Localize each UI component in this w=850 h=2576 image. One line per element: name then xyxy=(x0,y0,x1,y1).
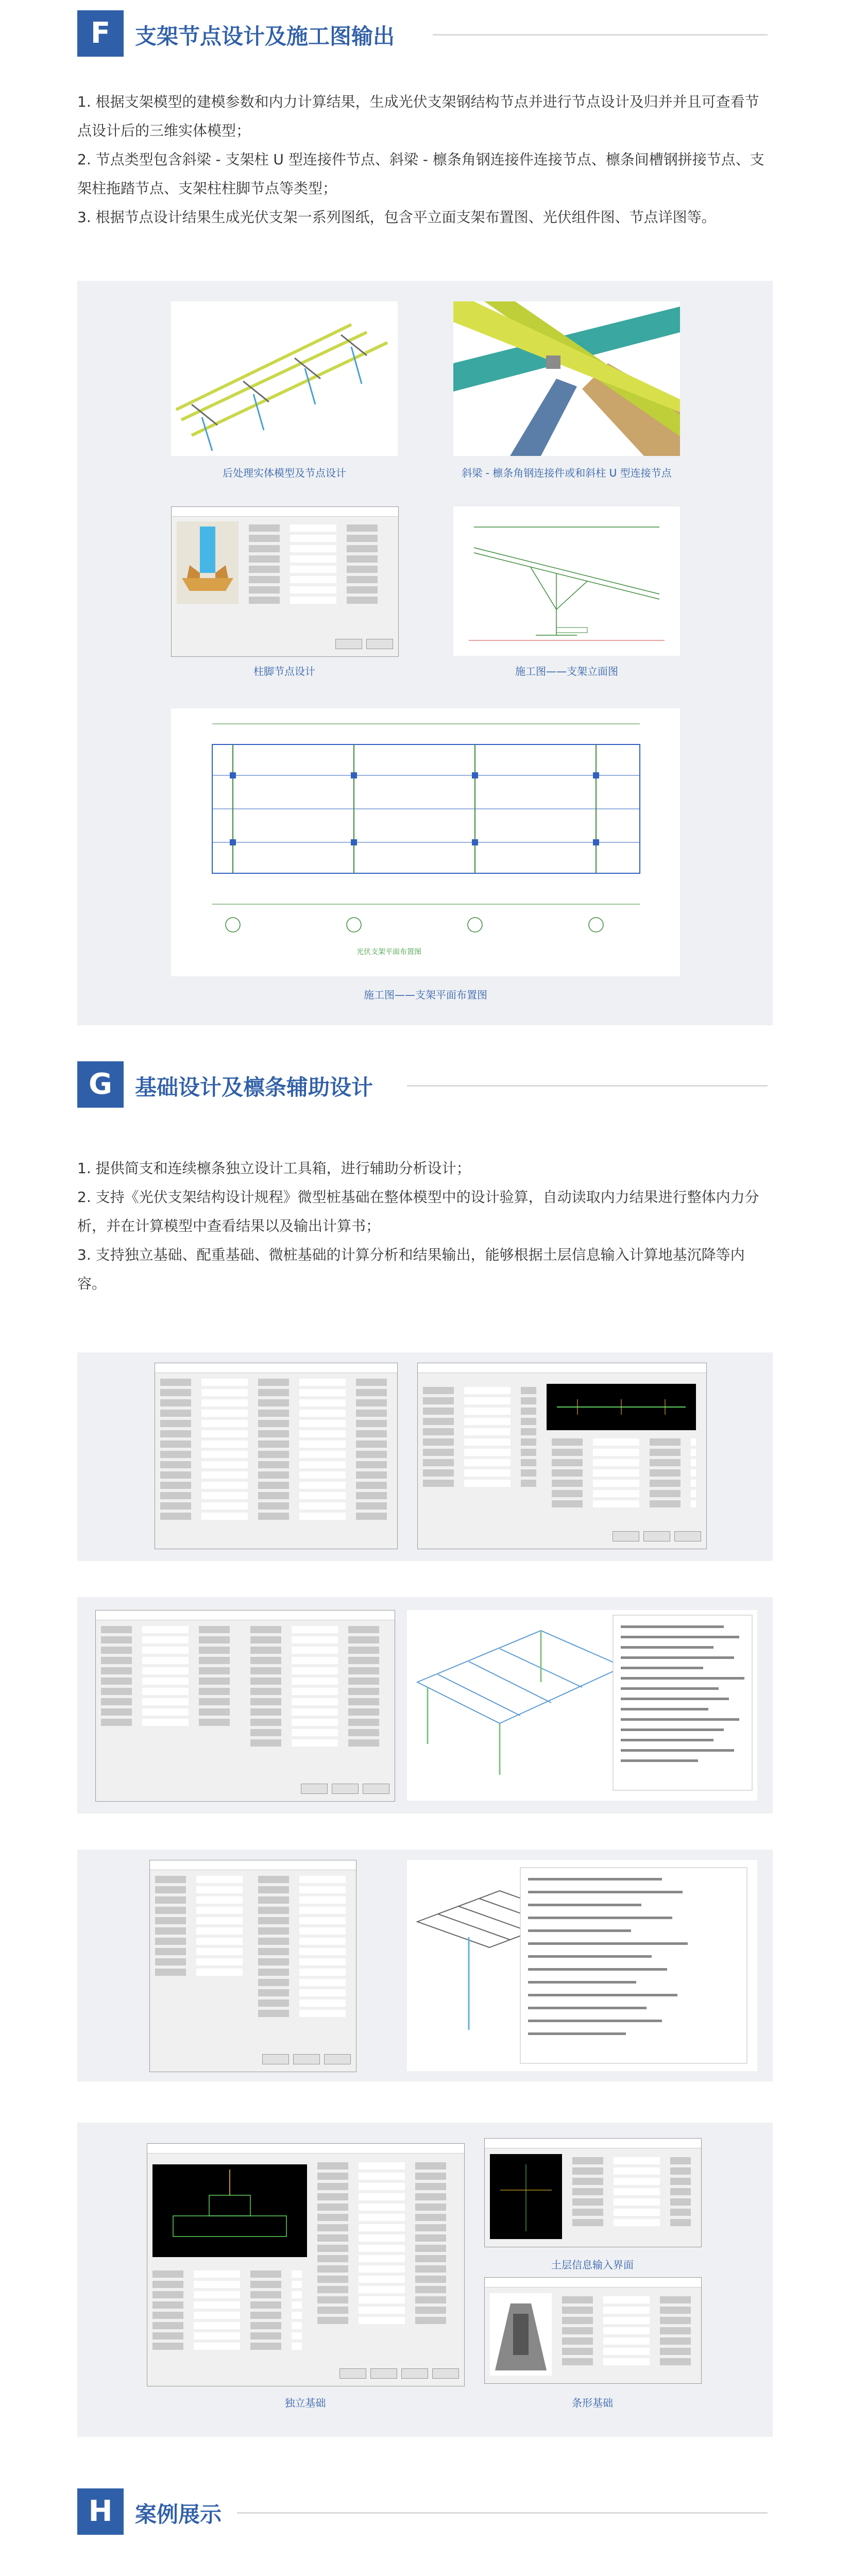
column-base-dialog-image xyxy=(171,506,399,657)
plan-layout-drawing-image xyxy=(171,708,680,976)
foundation-panel xyxy=(77,2123,773,2437)
caption-elevation: 施工图——支架立面图 xyxy=(515,665,618,677)
micro-pile-model-image xyxy=(407,1610,757,1801)
micro-pile-panel xyxy=(77,1597,773,1814)
caption-solid-model: 后处理实体模型及节点设计 xyxy=(223,467,346,479)
column-base-3d-preview xyxy=(177,521,239,604)
solid-model-image xyxy=(171,301,398,456)
micro-pile-dialog-image xyxy=(95,1610,395,1802)
section-f-para-1: 1. 根据支架模型的建模参数和内力计算结果，生成光伏支架钢结构节点并进行节点设计及归并并且可查看节点设计后的三维实体模型； xyxy=(77,93,759,139)
dialog-titlebar xyxy=(172,507,398,517)
isolated-foundation-dialog-image xyxy=(147,2143,465,2386)
section-f-para-2: 2. 节点类型包含斜梁 - 支架柱 U 型连接件节点、斜梁 - 檩条角钢连接件连接节点、檩条间槽钢拼接节点、支架柱拖踏节点、支架柱柱脚节点等类型； xyxy=(77,151,764,197)
strip-foundation-dialog-image xyxy=(484,2277,702,2384)
strip-foundation-preview xyxy=(490,2293,552,2376)
soil-layer-canvas xyxy=(490,2154,562,2239)
section-g-header xyxy=(77,1061,773,1108)
section-h-header xyxy=(77,2488,773,2535)
caption-beam-connection: 斜梁 - 檩条角钢连接件或和斜柱 U 型连接节点 xyxy=(462,467,672,479)
section-f-description xyxy=(77,88,768,232)
section-g-description xyxy=(77,1154,768,1298)
section-f-figure-panel xyxy=(77,281,773,1025)
caption-soil-layer: 土层信息输入界面 xyxy=(551,2259,634,2271)
single-pile-panel xyxy=(77,1850,773,2081)
plan-layout-note: 光伏支架平面布置图 xyxy=(356,948,421,956)
section-g-letter: G xyxy=(77,1061,124,1108)
section-g-title: 基础设计及檩条辅助设计 xyxy=(135,1075,373,1100)
section-f-para-3: 3. 根据节点设计结果生成光伏支架一系列图纸，包含平立面支架布置图、光伏组件图、节点详图等。 xyxy=(77,209,716,226)
caption-column-base: 柱脚节点设计 xyxy=(253,665,315,677)
section-f-title: 支架节点设计及施工图输出 xyxy=(135,24,395,49)
section-g-para-2: 2. 支持《光伏支架结构设计规程》微型桩基础在整体模型中的设计验算，自动读取内力结果进行整体内力分析，并在计算模型中查看结果以及输出计算书； xyxy=(77,1189,759,1234)
purlin-design-panel xyxy=(77,1352,773,1561)
elevation-drawing-image xyxy=(453,506,680,656)
single-pile-model-image xyxy=(407,1860,757,2071)
section-g-para-1: 1. 提供简支和连续檩条独立设计工具箱，进行辅助分析设计； xyxy=(77,1160,471,1177)
section-h-letter: H xyxy=(77,2488,124,2535)
caption-isolated-foundation: 独立基础 xyxy=(284,2397,326,2409)
caption-strip-foundation: 条形基础 xyxy=(572,2397,613,2409)
section-h-title: 案例展示 xyxy=(135,2502,222,2527)
isolated-foundation-canvas xyxy=(152,2164,307,2257)
beam-connection-image xyxy=(453,301,680,456)
soil-layer-dialog-image xyxy=(484,2138,702,2247)
section-g-divider xyxy=(407,1085,768,1087)
caption-plan-layout: 施工图——支架平面布置图 xyxy=(364,989,487,1001)
section-f-header xyxy=(77,10,773,57)
section-g-para-3: 3. 支持独立基础、配重基础、微桩基础的计算分析和结果输出，能够根据土层信息输入计算地基沉降等内容。 xyxy=(77,1246,745,1292)
section-f-letter: F xyxy=(77,10,124,57)
section-f-divider xyxy=(433,34,768,36)
single-pile-dialog-image xyxy=(149,1860,356,2072)
continuous-purlin-dialog-image xyxy=(417,1363,707,1549)
purlin-preview-canvas xyxy=(547,1384,696,1430)
section-h-divider xyxy=(237,2512,768,2514)
simple-purlin-dialog-image xyxy=(155,1363,398,1549)
